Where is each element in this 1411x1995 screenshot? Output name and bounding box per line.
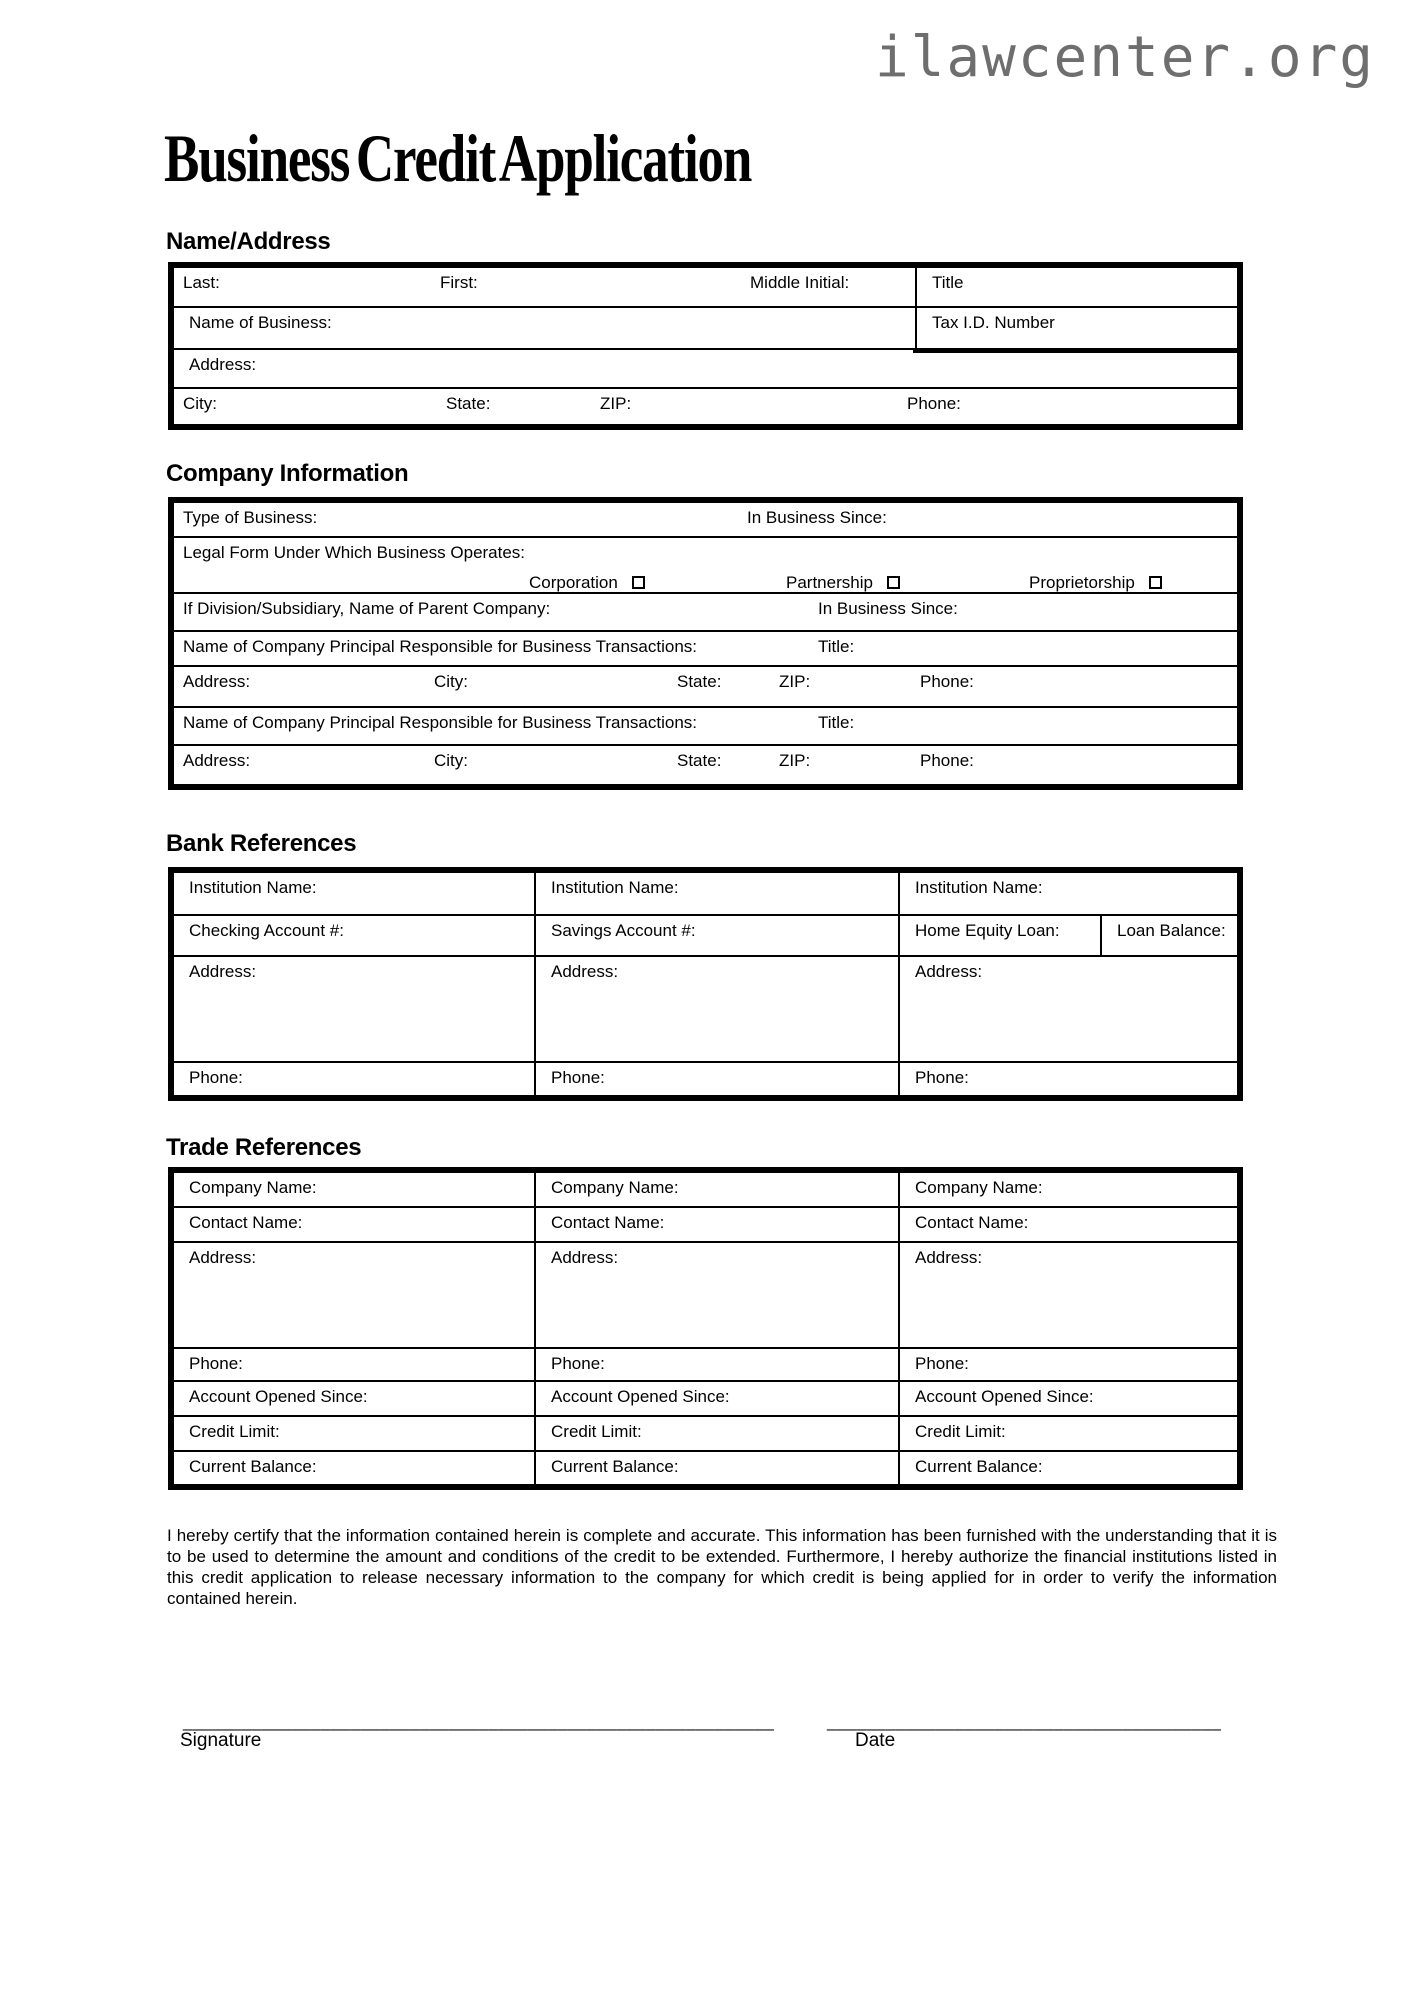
account-opened-cell: [174, 1382, 534, 1415]
principal-row: [174, 706, 1237, 744]
principal-address-row: [174, 744, 1237, 784]
home-equity-loan-cell: [900, 916, 1100, 955]
signature-label: Signature: [180, 1730, 262, 1751]
bank-phone-row: [174, 1061, 1237, 1095]
date-field[interactable]: ________________________________________: [827, 1712, 1222, 1731]
principal-address-cell: [174, 746, 1237, 784]
bank-phone-cell: [174, 1063, 534, 1095]
tax-id-cell: [915, 308, 1237, 348]
principal-label: Name of Company Principal Responsible for Business Transactions:: [183, 637, 698, 656]
in-business-since-label: In Business Since:: [747, 508, 887, 527]
trade-phone-row: [174, 1347, 1237, 1380]
bank-address-cell: [898, 957, 1237, 1061]
phone-label: Phone:: [189, 1354, 243, 1373]
current-balance-label: Current Balance:: [915, 1457, 1043, 1476]
middle-initial-label: Middle Initial:: [750, 273, 850, 292]
credit-limit-label: Credit Limit:: [915, 1422, 1006, 1441]
legal-form-cell: [174, 538, 1237, 592]
current-balance-label: Current Balance:: [189, 1457, 317, 1476]
address-label: Address:: [915, 962, 983, 981]
principal-address-row: [174, 665, 1237, 706]
bank-references-table: [168, 867, 1243, 1101]
contact-name-label: Contact Name:: [915, 1213, 1029, 1232]
account-opened-label: Account Opened Since:: [189, 1387, 368, 1406]
company-name-row: [174, 1173, 1237, 1206]
current-balance-cell: [534, 1452, 898, 1484]
contact-name-label: Contact Name:: [551, 1213, 665, 1232]
company-name-cell: [174, 1173, 534, 1206]
company-information-heading: Company Information: [166, 460, 409, 487]
phone-label: Phone:: [920, 672, 974, 691]
trade-address-row: [174, 1241, 1237, 1347]
address-label: Address:: [915, 1248, 983, 1267]
company-name-label: Company Name:: [551, 1178, 679, 1197]
account-opened-cell: [898, 1382, 1237, 1415]
address-row: [174, 348, 1237, 387]
partnership-label: Partnership: [786, 573, 873, 592]
phone-label: Phone:: [907, 394, 961, 413]
bank-phone-cell: [534, 1063, 898, 1095]
phone-label: Phone:: [189, 1068, 243, 1087]
name-address-heading: Name/Address: [166, 228, 331, 255]
account-row: [174, 914, 1237, 955]
proprietorship-label: Proprietorship: [1029, 573, 1135, 592]
type-of-business-label: Type of Business:: [183, 508, 318, 527]
trade-phone-cell: [898, 1349, 1237, 1380]
institution-name-label: Institution Name:: [551, 878, 679, 897]
city-label: City:: [183, 394, 217, 413]
principal-label: Name of Company Principal Responsible for Business Transactions:: [183, 713, 698, 732]
savings-account-cell: [534, 916, 898, 955]
institution-name-row: [174, 873, 1237, 914]
bank-address-cell: [174, 957, 534, 1061]
type-of-business-cell: [174, 503, 1237, 536]
type-of-business-row: [174, 503, 1237, 536]
account-opened-row: [174, 1380, 1237, 1415]
loan-balance-label: Loan Balance:: [1117, 921, 1226, 940]
credit-limit-cell: [534, 1417, 898, 1450]
city-state-zip-phone-row: [174, 387, 1237, 424]
phone-label: Phone:: [920, 751, 974, 770]
company-name-cell: [534, 1173, 898, 1206]
institution-name-cell: [174, 873, 534, 914]
corporation-checkbox[interactable]: [632, 576, 645, 589]
address-label: Address:: [551, 962, 619, 981]
contact-name-cell: [534, 1208, 898, 1241]
address-label: Address:: [551, 1248, 619, 1267]
trade-address-cell: [534, 1243, 898, 1347]
city-state-zip-phone-cell: [174, 389, 1237, 424]
state-label: State:: [677, 751, 722, 770]
certification-paragraph: I hereby certify that the information contained herein is complete and accurate. This information has been furnished with the understanding that it is to be used to determine the amount and conditions of the credit to be extended. Furthermore, I hereby authorize the financial institutions listed in this credit application to release necessary information to the company for which credit is being applied for in order to verify the information contained herein.: [167, 1526, 1277, 1608]
principal-cell: [174, 632, 1237, 665]
corporation-label: Corporation: [529, 573, 618, 592]
principal-title-label: Title:: [818, 713, 855, 732]
contact-name-cell: [898, 1208, 1237, 1241]
trade-references-table: [168, 1167, 1243, 1490]
account-opened-cell: [534, 1382, 898, 1415]
institution-name-cell: [534, 873, 898, 914]
title-cell: [915, 268, 1237, 306]
principal-title-label: Title:: [818, 637, 855, 656]
company-name-label: Company Name:: [915, 1178, 1043, 1197]
document-title: Business Credit Application: [164, 120, 752, 196]
principal-row: [174, 630, 1237, 665]
trade-phone-cell: [174, 1349, 534, 1380]
state-label: State:: [677, 672, 722, 691]
site-logo: ilawcenter.org: [874, 25, 1375, 90]
credit-limit-cell: [898, 1417, 1237, 1450]
checking-account-cell: [174, 916, 534, 955]
name-of-business-cell: [174, 308, 915, 348]
phone-label: Phone:: [551, 1354, 605, 1373]
address-label: Address:: [189, 1248, 257, 1267]
last-name-label: Last:: [183, 273, 220, 292]
partnership-option: [786, 573, 900, 593]
contact-name-label: Contact Name:: [189, 1213, 303, 1232]
business-name-row: [174, 306, 1237, 348]
name-row: [174, 268, 1237, 306]
bank-phone-cell: [898, 1063, 1237, 1095]
account-opened-label: Account Opened Since:: [551, 1387, 730, 1406]
company-information-table: [168, 497, 1243, 790]
current-balance-row: [174, 1450, 1237, 1484]
institution-name-label: Institution Name:: [189, 878, 317, 897]
current-balance-label: Current Balance:: [551, 1457, 679, 1476]
institution-name-label: Institution Name:: [915, 878, 1043, 897]
name-of-business-label: Name of Business:: [189, 313, 332, 332]
parent-company-label: If Division/Subsidiary, Name of Parent Company:: [183, 599, 551, 618]
phone-label: Phone:: [551, 1068, 605, 1087]
phone-label: Phone:: [915, 1068, 969, 1087]
phone-label: Phone:: [915, 1354, 969, 1373]
name-address-table: [168, 262, 1243, 430]
savings-account-label: Savings Account #:: [551, 921, 696, 940]
current-balance-cell: [898, 1452, 1237, 1484]
signature-field[interactable]: ____________________________________________________________: [183, 1712, 775, 1731]
city-label: City:: [434, 672, 468, 691]
loan-balance-cell: [1100, 916, 1237, 955]
principal-address-cell: [174, 667, 1237, 706]
bank-address-row: [174, 955, 1237, 1061]
tax-id-label: Tax I.D. Number: [932, 313, 1055, 332]
bank-address-cell: [534, 957, 898, 1061]
legal-form-label: Legal Form Under Which Business Operates:: [183, 543, 526, 562]
in-business-since-label: In Business Since:: [818, 599, 958, 618]
address-label: Address:: [189, 355, 257, 374]
address-cell: [174, 350, 1237, 387]
company-name-label: Company Name:: [189, 1178, 317, 1197]
company-name-cell: [898, 1173, 1237, 1206]
zip-label: ZIP:: [600, 394, 632, 413]
trade-phone-cell: [534, 1349, 898, 1380]
parent-company-row: [174, 592, 1237, 630]
principal-cell: [174, 708, 1237, 744]
parent-company-cell: [174, 594, 1237, 630]
title-label: Title: [932, 273, 964, 292]
credit-limit-cell: [174, 1417, 534, 1450]
credit-limit-label: Credit Limit:: [551, 1422, 642, 1441]
corporation-option: [529, 573, 645, 593]
checking-account-label: Checking Account #:: [189, 921, 344, 940]
credit-limit-label: Credit Limit:: [189, 1422, 280, 1441]
name-fields-cell: [174, 268, 915, 306]
state-label: State:: [446, 394, 491, 413]
proprietorship-option: [1029, 573, 1162, 593]
zip-label: ZIP:: [779, 751, 811, 770]
contact-name-cell: [174, 1208, 534, 1241]
contact-name-row: [174, 1206, 1237, 1241]
trade-address-cell: [898, 1243, 1237, 1347]
city-label: City:: [434, 751, 468, 770]
current-balance-cell: [174, 1452, 534, 1484]
institution-name-cell: [898, 873, 1237, 914]
home-equity-loan-label: Home Equity Loan:: [915, 921, 1060, 940]
bank-references-heading: Bank References: [166, 830, 357, 857]
home-equity-cell: [898, 916, 1237, 955]
address-label: Address:: [183, 751, 251, 770]
date-label: Date: [855, 1730, 896, 1751]
address-label: Address:: [189, 962, 257, 981]
zip-label: ZIP:: [779, 672, 811, 691]
trade-address-cell: [174, 1243, 534, 1347]
first-name-label: First:: [440, 273, 478, 292]
legal-form-row: [174, 536, 1237, 592]
address-label: Address:: [183, 672, 251, 691]
proprietorship-checkbox[interactable]: [1149, 576, 1162, 589]
credit-limit-row: [174, 1415, 1237, 1450]
partnership-checkbox[interactable]: [887, 576, 900, 589]
account-opened-label: Account Opened Since:: [915, 1387, 1094, 1406]
trade-references-heading: Trade References: [166, 1134, 362, 1161]
